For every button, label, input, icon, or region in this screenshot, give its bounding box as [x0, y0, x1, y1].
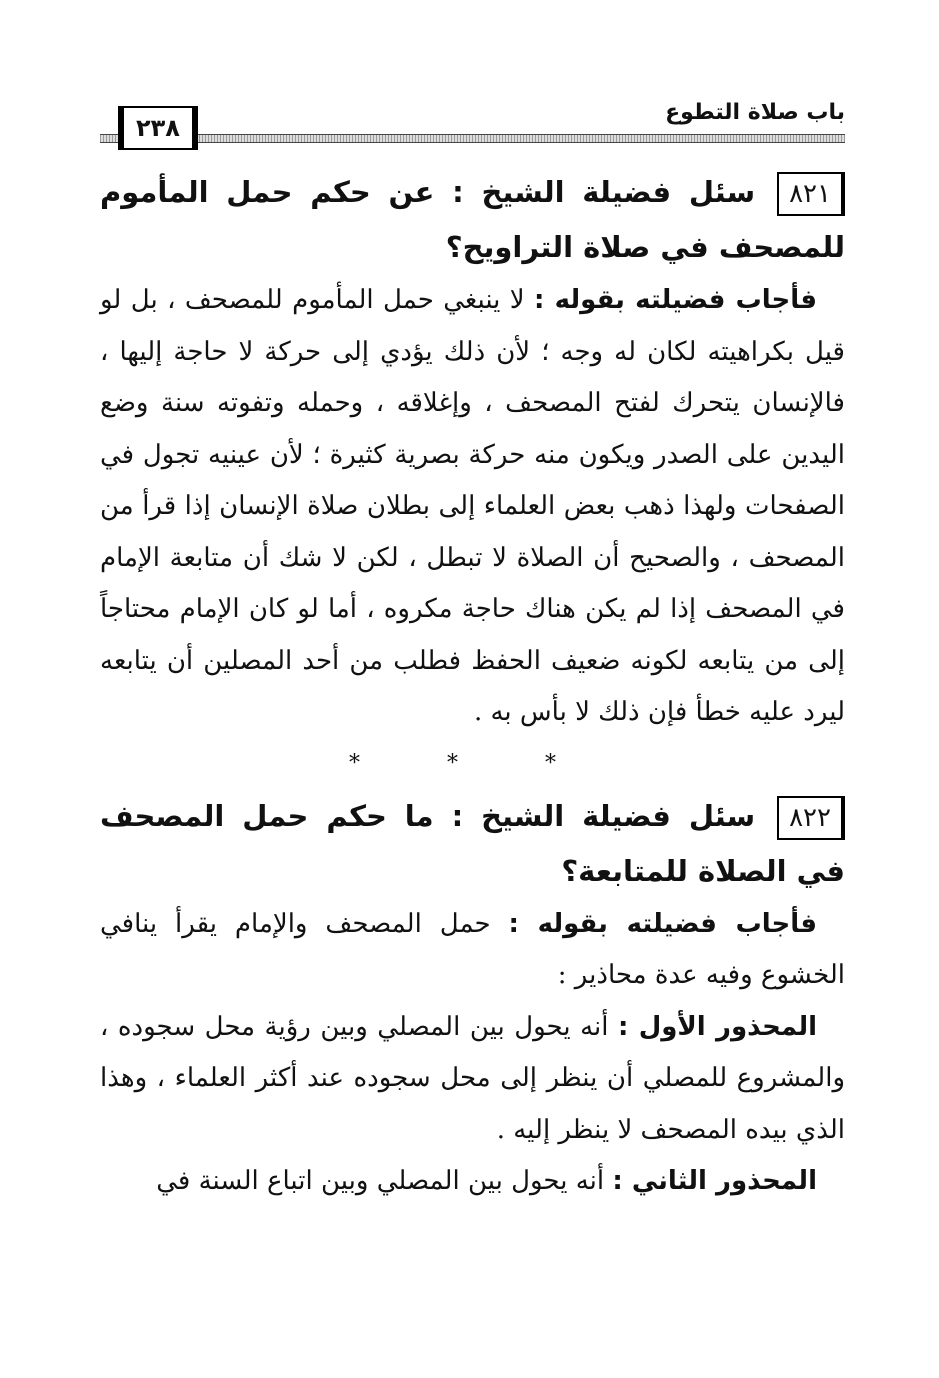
answer-text-821: لا ينبغي حمل المأموم للمصحف ، بل لو قيل بكراهيته لكان له وجه ؛ لأن ذلك يؤدي إلى حركة لا حاجة إليها ، فالإنسان يتحرك لفتح المصحف ، وإغلاقه ، وحمله وتفوته سنة وضع اليدين على الصدر ويكون منه حركة بصرية كثيرة ؛ لأن عينيه تجول في الصفحات ولهذا ذهب بعض العلماء إلى بطلان صلاة الإنسان إذا قرأ من المصحف ، والصحيح أن الصلاة لا تبطل ، لكن لا شك أن متابعة الإمام في المصحف إذا لم يكن هناك حاجة مكروه ، أما لو كان الإمام محتاجاً إلى من يتابعه لكونه ضعيف الحفظ فطلب من أحد المصلين أن يتابعه ليرد عليه خطأ فإن ذلك لا بأس به .: [100, 285, 845, 727]
chapter-title: باب صلاة التطوع: [665, 100, 845, 125]
header-rule: [100, 134, 845, 143]
answer-intro-822: فأجاب فضيلته بقوله :: [508, 908, 818, 939]
question-821: [100, 165, 845, 275]
point-2: [100, 1156, 845, 1208]
answer-intro-821: فأجاب فضيلته بقوله :: [534, 285, 817, 315]
answer-822: [100, 899, 845, 1002]
page-content: [100, 165, 845, 1208]
question-number-821: ٨٢١: [777, 172, 845, 216]
page-number: ٢٣٨: [118, 106, 198, 150]
question-text-822: سئل فضيلة الشيخ : ما حكم حمل المصحف في الصلاة للمتابعة؟: [100, 798, 845, 888]
point-1-label: المحذور الأول :: [618, 1011, 817, 1042]
question-text-821: سئل فضيلة الشيخ : عن حكم حمل المأموم للمصحف في صلاة التراويح؟: [100, 175, 845, 264]
point-2-label: المحذور الثاني :: [612, 1166, 817, 1196]
section-separator: * * *: [349, 750, 596, 776]
point-1-text: أنه يحول بين المصلي وبين رؤية محل سجوده ، والمشروع للمصلي أن ينظر إلى محل سجوده عند أكثر العلماء ، وهذا الذي بيده المصحف لا ينظر إليه .: [100, 1011, 845, 1145]
answer-821: [100, 275, 845, 739]
point-1: [100, 1002, 845, 1157]
question-number-822: ٨٢٢: [777, 796, 845, 840]
question-822: [100, 789, 845, 899]
point-2-text: أنه يحول بين المصلي وبين اتباع السنة في: [156, 1166, 605, 1196]
answer-text-822: حمل المصحف والإمام يقرأ ينافي الخشوع وفيه عدة محاذير :: [100, 908, 845, 990]
page-header: [100, 96, 845, 152]
